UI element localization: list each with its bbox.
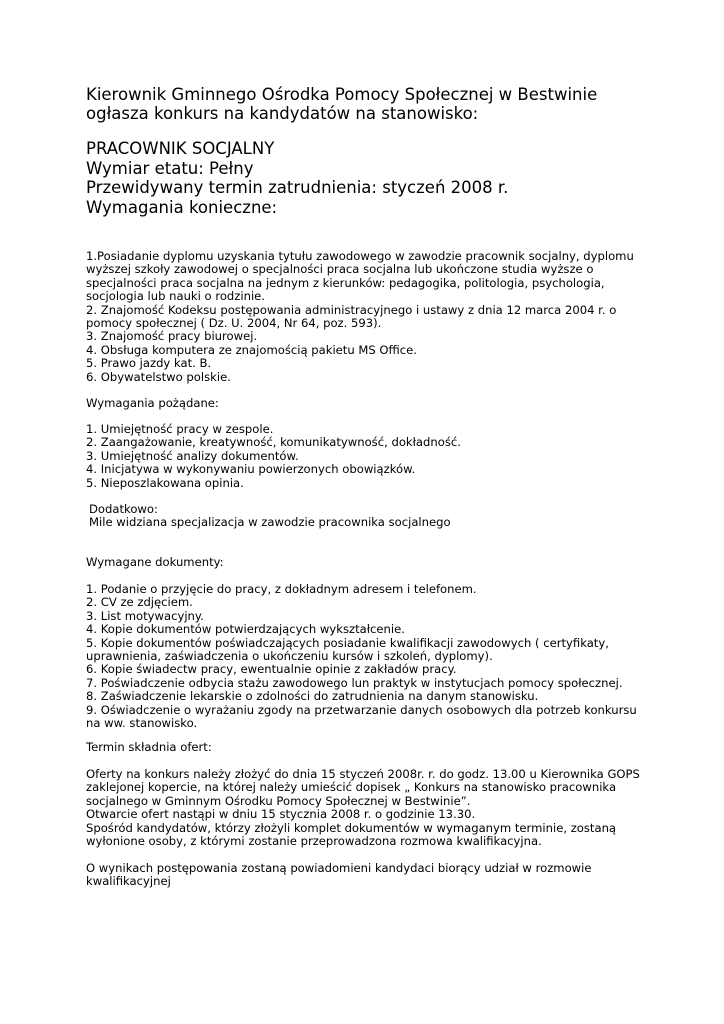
list-item: 1. Podanie o przyjęcie do pracy, z dokładnym adresem i telefonem. (86, 582, 477, 596)
announcement-heading: Kierownik Gminnego Ośrodka Pomocy Społecznej w Bestwinie ogłasza konkurs na kandydatów na stanowisko: (86, 85, 598, 123)
list-item: 7. Poświadczenie odbycia stażu zawodowego lun praktyk w instytucjach pomocy społecznej. (86, 675, 623, 690)
list-item: 3. Znajomość pracy biurowej. (86, 329, 258, 344)
position-info (86, 139, 646, 217)
additional-section-title: Dodatkowo: (89, 502, 158, 516)
list-item: 4. Kopie dokumentów potwierdzających wykształcenie. (86, 622, 405, 637)
documents-section (86, 556, 646, 569)
position-start-date: Przewidywany termin zatrudnienia: styczeń 2008 r. (86, 178, 509, 197)
list-item: 8. Zaświadczenie lekarskie o zdolności do zatrudnienia na danym stanowisku. (86, 689, 539, 704)
list-item: 9. Oświadczenie o wyrażaniu zgody na przetwarzanie danych osobowych dla potrzeb konkursu na ww. stanowisko. (86, 702, 637, 731)
additional-text: Mile widziana specjalizacja w zawodzie pracownika socjalnego (89, 515, 451, 530)
additional-section (86, 503, 649, 530)
list-item: 3. Umiejętność analizy dokumentów. (86, 448, 299, 463)
documents-section-title: Wymagane dokumenty: (86, 555, 224, 569)
required-section-title: Wymagania konieczne: (86, 197, 278, 217)
list-item: 2. CV ze zdjęciem. (86, 595, 193, 610)
list-item: 6. Kopie świadectw pracy, ewentualnie opinie z zakładów pracy. (86, 662, 457, 677)
list-item: 2. Zaangażowanie, kreatywność, komunikatywność, dokładność. (86, 435, 461, 450)
desired-section-title: Wymagania pożądane: (86, 396, 219, 410)
deadline-section (86, 741, 646, 754)
list-item: 5. Kopie dokumentów poświadczających posiadanie kwalifikacji zawodowych ( certyfikaty, uprawnienia, zaświadczenia o ukończeniu kursów i szkoleń, dyplomy). (86, 635, 609, 664)
list-item: 3. List motywacyjny. (86, 608, 204, 623)
list-item: 2. Znajomość Kodeksu postępowania administracyjnego i ustawy z dnia 12 marca 2004 r. o pomocy społecznej ( Dz. U. 2004, Nr 64, poz. 593). (86, 302, 617, 331)
list-item: 5. Nieposzlakowana opinia. (86, 475, 244, 490)
required-list (86, 250, 646, 384)
paragraph: Oferty na konkurs należy złożyć do dnia 15 styczeń 2008r. r. do godz. 13.00 u Kierownika GOPS zaklejonej kopercie, na której należy umieścić dopisek „ Konkurs na stanowisko pracownika socjalnego w Gminnym Ośrodku Pomocy Społecznej w Bestwinie”. (86, 767, 640, 808)
list-item: 4. Inicjatywa w wykonywaniu powierzonych obowiązków. (86, 462, 416, 477)
deadline-text (86, 768, 646, 848)
position-title: PRACOWNIK SOCJALNY (86, 139, 275, 158)
list-item: 6. Obywatelstwo polskie. (86, 369, 231, 384)
final-section (86, 862, 646, 889)
desired-list (86, 423, 646, 490)
deadline-section-title: Termin składnia ofert: (86, 740, 212, 754)
list-item: 1. Umiejętność pracy w zespole. (86, 422, 274, 436)
desired-section (86, 397, 646, 410)
position-hours: Wymiar etatu: Pełny (86, 158, 254, 178)
list-item: 1.Posiadanie dyplomu uzyskania tytułu zawodowego w zawodzie pracownik socjalny, dyplomu wyższej szkoły zawodowej o specjalności praca socjalna lub ukończone studia wyższe o specjalności praca socjalna na jednym z kierunków: pedagogika, politologia, psychologia, socjologia lub nauki o rodzinie. (86, 249, 634, 304)
paragraph: Spośród kandydatów, którzy złożyli komplet dokumentów w wymaganym terminie, zostaną wyłonione osoby, z którymi zostanie przeprowadzona rozmowa kwalifikacyjna. (86, 820, 617, 849)
documents-list (86, 583, 646, 730)
paragraph: Otwarcie ofert nastąpi w dniu 15 stycznia 2008 r. o godzinie 13.30. (86, 807, 476, 822)
list-item: 5. Prawo jazdy kat. B. (86, 356, 212, 371)
list-item: 4. Obsługa komputera ze znajomością pakietu MS Office. (86, 342, 417, 357)
final-paragraph: O wynikach postępowania zostaną powiadomieni kandydaci biorący udział w rozmowie kwalifikacyjnej (86, 861, 592, 889)
